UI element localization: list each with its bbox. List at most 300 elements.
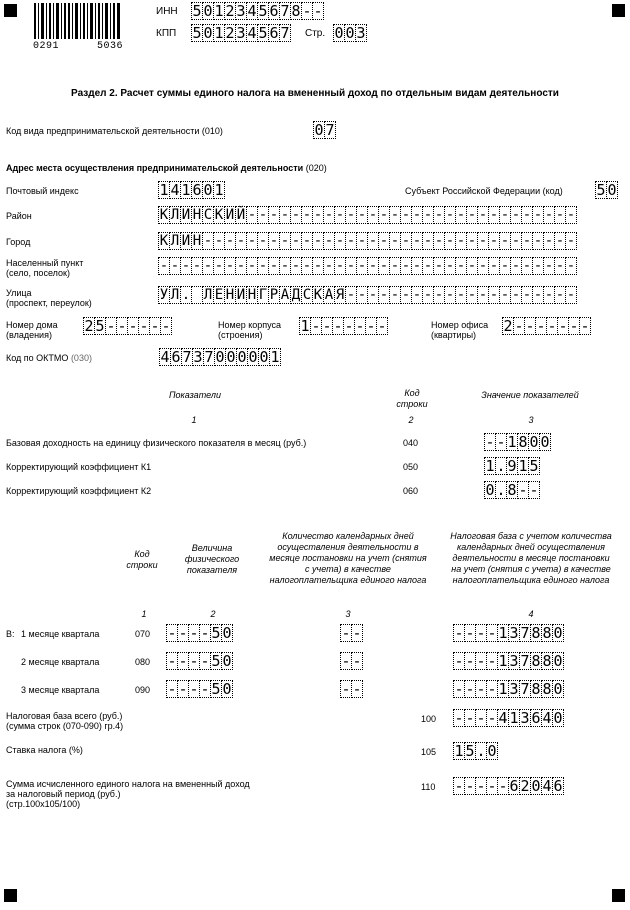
char-cell: 3 bbox=[509, 652, 519, 670]
street-field[interactable] bbox=[158, 286, 577, 304]
month-2-days-field[interactable] bbox=[340, 652, 363, 670]
indicators-col-name: Показатели bbox=[169, 390, 221, 400]
char-cell: - bbox=[324, 233, 334, 249]
corner-marker-bottom-left bbox=[4, 889, 17, 902]
activity-code-label: Код вида предпринимательской деятельности (010) bbox=[6, 126, 223, 136]
indicators-col-code bbox=[390, 388, 434, 410]
char-cell: - bbox=[478, 258, 488, 274]
char-cell: К bbox=[214, 207, 224, 223]
char-cell: - bbox=[401, 287, 411, 303]
page-label: Стр. bbox=[305, 28, 326, 39]
char-cell: - bbox=[335, 207, 345, 223]
char-cell: - bbox=[522, 233, 532, 249]
char-cell: 2 bbox=[84, 317, 94, 335]
char-cell: 5 bbox=[192, 2, 202, 20]
house-label-line2: (владения) bbox=[6, 330, 52, 340]
char-cell: - bbox=[189, 652, 199, 670]
oktmo-label-code: (030) bbox=[70, 353, 92, 363]
monthly-col-days-line1: Количество календарных дней bbox=[282, 531, 414, 541]
indicator-row-040-label: Базовая доходность на единицу физического показателя в месяц (руб.) bbox=[6, 438, 307, 448]
address-heading bbox=[6, 163, 327, 173]
house-number-field[interactable] bbox=[83, 317, 172, 335]
char-cell: 1 bbox=[498, 680, 508, 698]
char-cell: К bbox=[159, 233, 169, 249]
char-cell: - bbox=[533, 258, 543, 274]
char-cell: - bbox=[478, 207, 488, 223]
char-cell: - bbox=[454, 680, 464, 698]
char-cell: 8 bbox=[518, 433, 528, 451]
city-label: Город bbox=[6, 237, 31, 247]
char-cell: - bbox=[200, 624, 210, 642]
char-cell: 1 bbox=[518, 457, 528, 475]
month-2-phys-field[interactable] bbox=[166, 652, 233, 670]
char-cell: - bbox=[580, 317, 590, 335]
char-cell: 8 bbox=[507, 481, 517, 499]
char-cell: 0 bbox=[531, 777, 541, 795]
char-cell: . bbox=[496, 457, 506, 475]
building-label bbox=[218, 320, 281, 340]
char-cell: - bbox=[467, 287, 477, 303]
char-cell: - bbox=[302, 233, 312, 249]
char-cell: 6 bbox=[269, 24, 279, 42]
char-cell: - bbox=[423, 258, 433, 274]
char-cell: - bbox=[489, 287, 499, 303]
char-cell: - bbox=[313, 207, 323, 223]
char-cell: - bbox=[511, 287, 521, 303]
char-cell: - bbox=[401, 207, 411, 223]
char-cell: С bbox=[203, 207, 213, 223]
char-cell: - bbox=[465, 680, 475, 698]
monthly-col-phys-line1: Величина bbox=[191, 543, 233, 553]
char-cell: 0 bbox=[485, 481, 495, 499]
char-cell: 5 bbox=[95, 317, 105, 335]
monthly-col-base-line1: Налоговая база с учетом количества bbox=[450, 531, 612, 541]
char-cell: - bbox=[192, 258, 202, 274]
oktmo-label-text: Код по ОКТМО bbox=[6, 353, 69, 363]
tax-sum-label-line1: Сумма исчисленного единого налога на вмененный доход bbox=[6, 779, 250, 789]
char-cell: - bbox=[547, 317, 557, 335]
char-cell: - bbox=[500, 207, 510, 223]
char-cell: К bbox=[159, 207, 169, 223]
char-cell: - bbox=[357, 287, 367, 303]
char-cell: - bbox=[487, 652, 497, 670]
char-cell: - bbox=[247, 207, 257, 223]
indicator-row-060-label: Корректирующий коэффициент К2 bbox=[6, 486, 152, 496]
char-cell: - bbox=[178, 624, 188, 642]
char-cell: . bbox=[181, 287, 191, 303]
indicators-num-3: 3 bbox=[528, 415, 534, 425]
char-cell: - bbox=[500, 287, 510, 303]
monthly-col-phys-line3: показателя bbox=[186, 565, 238, 575]
char-cell: - bbox=[335, 233, 345, 249]
char-cell: 4 bbox=[498, 709, 508, 727]
char-cell: - bbox=[159, 258, 169, 274]
char-cell: - bbox=[533, 287, 543, 303]
locality-label-line2: (село, поселок) bbox=[6, 268, 70, 278]
char-cell: - bbox=[544, 287, 554, 303]
char-cell: 0 bbox=[553, 624, 563, 642]
char-cell: 1 bbox=[498, 624, 508, 642]
inn-field[interactable] bbox=[191, 2, 324, 20]
char-cell: - bbox=[500, 233, 510, 249]
char-cell: - bbox=[566, 287, 576, 303]
char-cell: Д bbox=[291, 287, 301, 303]
indicators-num-1: 1 bbox=[191, 415, 197, 425]
char-cell: - bbox=[258, 258, 268, 274]
char-cell: 3 bbox=[356, 24, 366, 42]
monthly-col-base-line2: календарных дней осуществления bbox=[457, 542, 605, 552]
page-number-field[interactable] bbox=[333, 24, 367, 42]
char-cell: 4 bbox=[247, 2, 257, 20]
tax-base-code: 100 bbox=[421, 714, 437, 724]
char-cell: 0 bbox=[314, 121, 324, 139]
month-3-base-field[interactable] bbox=[453, 680, 564, 698]
indicators-col-value: Значение показателей bbox=[481, 390, 579, 400]
tax-rate-field[interactable] bbox=[453, 742, 498, 760]
char-cell: - bbox=[558, 317, 568, 335]
char-cell: - bbox=[269, 207, 279, 223]
district-label: Район bbox=[6, 211, 32, 221]
char-cell: - bbox=[533, 207, 543, 223]
char-cell: - bbox=[377, 317, 387, 335]
indicator-row-050-label: Корректирующий коэффициент К1 bbox=[6, 462, 152, 472]
char-cell: 0 bbox=[607, 181, 617, 199]
month-2-base-field[interactable] bbox=[453, 652, 564, 670]
month-1-days-field[interactable] bbox=[340, 624, 363, 642]
month-3-label: 3 месяце квартала bbox=[21, 685, 100, 695]
char-cell: - bbox=[379, 233, 389, 249]
monthly-col-days bbox=[258, 531, 438, 586]
char-cell: - bbox=[368, 233, 378, 249]
monthly-col-days-line4: с учета) в качестве bbox=[305, 564, 391, 574]
postal-code-field[interactable] bbox=[158, 181, 225, 199]
month-3-days-field[interactable] bbox=[340, 680, 363, 698]
char-cell: 8 bbox=[542, 680, 552, 698]
char-cell: - bbox=[555, 258, 565, 274]
char-cell: - bbox=[379, 207, 389, 223]
char-cell: - bbox=[454, 777, 464, 795]
char-cell: - bbox=[150, 317, 160, 335]
char-cell: 8 bbox=[542, 652, 552, 670]
char-cell: - bbox=[476, 709, 486, 727]
tax-sum-field[interactable] bbox=[453, 777, 564, 795]
monthly-num-3: 3 bbox=[345, 609, 351, 619]
char-cell: - bbox=[368, 258, 378, 274]
char-cell: - bbox=[454, 709, 464, 727]
char-cell: И bbox=[225, 207, 235, 223]
char-cell: Л bbox=[170, 207, 180, 223]
char-cell: 4 bbox=[542, 709, 552, 727]
oktmo-label bbox=[6, 353, 92, 363]
indicators-col-code-line2: строки bbox=[396, 399, 428, 409]
char-cell: 0 bbox=[203, 2, 213, 20]
char-cell: 1 bbox=[300, 317, 310, 335]
monthly-col-phys-line2: физического bbox=[184, 554, 240, 564]
char-cell: - bbox=[357, 258, 367, 274]
monthly-num-4: 4 bbox=[528, 609, 534, 619]
char-cell: 1 bbox=[454, 742, 464, 760]
char-cell: - bbox=[170, 258, 180, 274]
locality-label-line1: Населенный пункт bbox=[6, 258, 84, 268]
char-cell: - bbox=[525, 317, 535, 335]
char-cell: Н bbox=[192, 233, 202, 249]
indicator-row-040-value[interactable] bbox=[484, 433, 551, 451]
char-cell: - bbox=[225, 233, 235, 249]
char-cell: И bbox=[181, 233, 191, 249]
char-cell: - bbox=[269, 258, 279, 274]
char-cell: - bbox=[566, 233, 576, 249]
char-cell: - bbox=[128, 317, 138, 335]
month-3-phys-field[interactable] bbox=[166, 680, 233, 698]
char-cell: - bbox=[536, 317, 546, 335]
char-cell: Л bbox=[170, 287, 180, 303]
month-2-code: 080 bbox=[135, 657, 151, 667]
char-cell: - bbox=[401, 233, 411, 249]
indicator-row-040-code: 040 bbox=[403, 438, 419, 448]
char-cell: - bbox=[390, 233, 400, 249]
char-cell: 1 bbox=[214, 24, 224, 42]
char-cell: 2 bbox=[503, 317, 513, 335]
tax-base-label bbox=[6, 711, 123, 731]
kpp-field[interactable] bbox=[191, 24, 291, 42]
char-cell: - bbox=[522, 207, 532, 223]
char-cell: - bbox=[280, 233, 290, 249]
char-cell: - bbox=[445, 207, 455, 223]
month-3-code: 090 bbox=[135, 685, 151, 695]
char-cell: - bbox=[352, 624, 362, 642]
month-2-label: 2 месяце квартала bbox=[21, 657, 100, 667]
monthly-col-code-line2: строки bbox=[126, 560, 158, 570]
month-1-code: 070 bbox=[135, 629, 151, 639]
char-cell: 1 bbox=[485, 457, 495, 475]
char-cell: - bbox=[514, 317, 524, 335]
char-cell: - bbox=[352, 652, 362, 670]
char-cell: - bbox=[258, 233, 268, 249]
char-cell: - bbox=[333, 317, 343, 335]
char-cell: 0 bbox=[529, 433, 539, 451]
char-cell: 0 bbox=[553, 680, 563, 698]
char-cell: 5 bbox=[465, 742, 475, 760]
char-cell: - bbox=[487, 680, 497, 698]
char-cell: 0 bbox=[222, 680, 232, 698]
char-cell: - bbox=[247, 233, 257, 249]
char-cell: Й bbox=[236, 207, 246, 223]
char-cell: - bbox=[236, 233, 246, 249]
char-cell: 6 bbox=[192, 181, 202, 199]
inn-label: ИНН bbox=[156, 6, 178, 17]
char-cell: 5 bbox=[596, 181, 606, 199]
char-cell: - bbox=[476, 680, 486, 698]
char-cell: У bbox=[159, 287, 169, 303]
street-label-line1: Улица bbox=[6, 288, 32, 298]
char-cell: 3 bbox=[509, 680, 519, 698]
char-cell: С bbox=[302, 287, 312, 303]
indicator-row-060-value[interactable] bbox=[484, 481, 540, 499]
char-cell: - bbox=[412, 207, 422, 223]
tax-sum-label-line3: (стр.100х105/100) bbox=[6, 799, 81, 809]
char-cell: 0 bbox=[553, 709, 563, 727]
char-cell: 0 bbox=[203, 181, 213, 199]
char-cell: - bbox=[302, 207, 312, 223]
office-number-field[interactable] bbox=[502, 317, 591, 335]
char-cell: - bbox=[569, 317, 579, 335]
char-cell: - bbox=[291, 258, 301, 274]
indicators-num-2: 2 bbox=[408, 415, 414, 425]
char-cell: А bbox=[280, 287, 290, 303]
char-cell: 4 bbox=[160, 348, 170, 366]
char-cell: 0 bbox=[222, 652, 232, 670]
office-label-line1: Номер офиса bbox=[431, 320, 489, 330]
district-field[interactable] bbox=[158, 206, 577, 224]
char-cell: - bbox=[478, 287, 488, 303]
barcode-number bbox=[33, 41, 123, 52]
char-cell: 3 bbox=[509, 624, 519, 642]
monthly-col-code bbox=[124, 549, 160, 571]
char-cell: - bbox=[434, 287, 444, 303]
tax-base-field[interactable] bbox=[453, 709, 564, 727]
char-cell: - bbox=[423, 207, 433, 223]
char-cell: 1 bbox=[214, 181, 224, 199]
char-cell: 7 bbox=[280, 24, 290, 42]
char-cell: - bbox=[412, 258, 422, 274]
tax-rate-label: Ставка налога (%) bbox=[6, 745, 83, 755]
char-cell: - bbox=[544, 207, 554, 223]
char-cell: 1 bbox=[181, 181, 191, 199]
char-cell: - bbox=[467, 207, 477, 223]
char-cell: - bbox=[352, 680, 362, 698]
char-cell: . bbox=[476, 742, 486, 760]
monthly-col-base-line3: деятельности в месяце постановки bbox=[452, 553, 610, 563]
monthly-col-base-line4: на учет (снятия с учета) в качестве bbox=[451, 564, 611, 574]
indicator-row-050-value[interactable] bbox=[484, 457, 540, 475]
char-cell: - bbox=[555, 207, 565, 223]
char-cell: - bbox=[465, 777, 475, 795]
char-cell: 4 bbox=[247, 24, 257, 42]
char-cell: 9 bbox=[507, 457, 517, 475]
char-cell: - bbox=[456, 287, 466, 303]
monthly-col-days-line3: месяце постановки на учет (снятия bbox=[269, 553, 427, 563]
char-cell: 1 bbox=[509, 709, 519, 727]
char-cell: - bbox=[181, 258, 191, 274]
char-cell: 7 bbox=[520, 624, 530, 642]
char-cell: 0 bbox=[248, 348, 258, 366]
char-cell: - bbox=[341, 624, 351, 642]
char-cell: - bbox=[390, 287, 400, 303]
char-cell: 6 bbox=[171, 348, 181, 366]
char-cell: Н bbox=[247, 287, 257, 303]
char-cell: 8 bbox=[542, 624, 552, 642]
char-cell: - bbox=[555, 233, 565, 249]
char-cell: - bbox=[344, 317, 354, 335]
char-cell: 5 bbox=[258, 2, 268, 20]
char-cell: - bbox=[214, 233, 224, 249]
city-field[interactable] bbox=[158, 232, 577, 250]
region-code-field[interactable] bbox=[595, 181, 618, 199]
char-cell: - bbox=[555, 287, 565, 303]
char-cell: - bbox=[465, 652, 475, 670]
char-cell: - bbox=[200, 680, 210, 698]
char-cell: - bbox=[322, 317, 332, 335]
char-cell: - bbox=[357, 207, 367, 223]
char-cell: 6 bbox=[269, 2, 279, 20]
char-cell: - bbox=[258, 207, 268, 223]
char-cell: 0 bbox=[334, 24, 344, 42]
char-cell: - bbox=[313, 2, 323, 20]
char-cell: - bbox=[489, 207, 499, 223]
char-cell: - bbox=[341, 680, 351, 698]
char-cell: - bbox=[522, 287, 532, 303]
address-heading-code: (020) bbox=[305, 163, 327, 173]
char-cell: - bbox=[189, 680, 199, 698]
char-cell: - bbox=[454, 624, 464, 642]
char-cell: - bbox=[434, 233, 444, 249]
oktmo-field[interactable] bbox=[159, 348, 281, 366]
char-cell: 1 bbox=[214, 2, 224, 20]
street-label bbox=[6, 288, 92, 308]
char-cell: - bbox=[467, 233, 477, 249]
char-cell: 0 bbox=[487, 742, 497, 760]
char-cell: - bbox=[465, 624, 475, 642]
activity-code-field[interactable] bbox=[313, 121, 336, 139]
monthly-col-days-line5: налогоплательщика единого налога bbox=[269, 575, 427, 585]
char-cell: 7 bbox=[182, 348, 192, 366]
char-cell: - bbox=[390, 258, 400, 274]
char-cell: 0 bbox=[215, 348, 225, 366]
month-1-base-field[interactable] bbox=[453, 624, 564, 642]
char-cell: - bbox=[456, 258, 466, 274]
char-cell: - bbox=[456, 207, 466, 223]
locality-field[interactable] bbox=[158, 257, 577, 275]
monthly-col-code-line1: Код bbox=[134, 549, 150, 559]
char-cell: - bbox=[522, 258, 532, 274]
char-cell: 1 bbox=[498, 652, 508, 670]
char-cell: - bbox=[167, 680, 177, 698]
char-cell: - bbox=[496, 433, 506, 451]
char-cell: . bbox=[496, 481, 506, 499]
char-cell: 5 bbox=[258, 24, 268, 42]
char-cell: - bbox=[544, 258, 554, 274]
char-cell: - bbox=[167, 624, 177, 642]
char-cell: Е bbox=[214, 287, 224, 303]
char-cell: 4 bbox=[170, 181, 180, 199]
char-cell: - bbox=[476, 624, 486, 642]
month-1-phys-field[interactable] bbox=[166, 624, 233, 642]
char-cell: - bbox=[487, 709, 497, 727]
char-cell: Я bbox=[335, 287, 345, 303]
monthly-col-phys bbox=[170, 543, 254, 576]
building-number-field[interactable] bbox=[299, 317, 388, 335]
char-cell: - bbox=[346, 258, 356, 274]
char-cell: 0 bbox=[259, 348, 269, 366]
char-cell: 0 bbox=[553, 652, 563, 670]
tax-sum-label-line2: за налоговый период (руб.) bbox=[6, 789, 121, 799]
tax-base-label-line1: Налоговая база всего (руб.) bbox=[6, 711, 123, 721]
char-cell: - bbox=[476, 777, 486, 795]
char-cell: И bbox=[236, 287, 246, 303]
char-cell: 3 bbox=[236, 2, 246, 20]
char-cell: - bbox=[203, 233, 213, 249]
address-heading-text: Адрес места осуществления предпринимательской деятельности bbox=[6, 163, 304, 173]
char-cell: - bbox=[368, 287, 378, 303]
monthly-num-2: 2 bbox=[210, 609, 216, 619]
char-cell: 5 bbox=[529, 457, 539, 475]
char-cell: - bbox=[445, 287, 455, 303]
barcode bbox=[34, 3, 120, 39]
char-cell: - bbox=[302, 258, 312, 274]
char-cell: - bbox=[434, 258, 444, 274]
char-cell: 7 bbox=[280, 2, 290, 20]
tax-sum-label bbox=[6, 779, 250, 809]
